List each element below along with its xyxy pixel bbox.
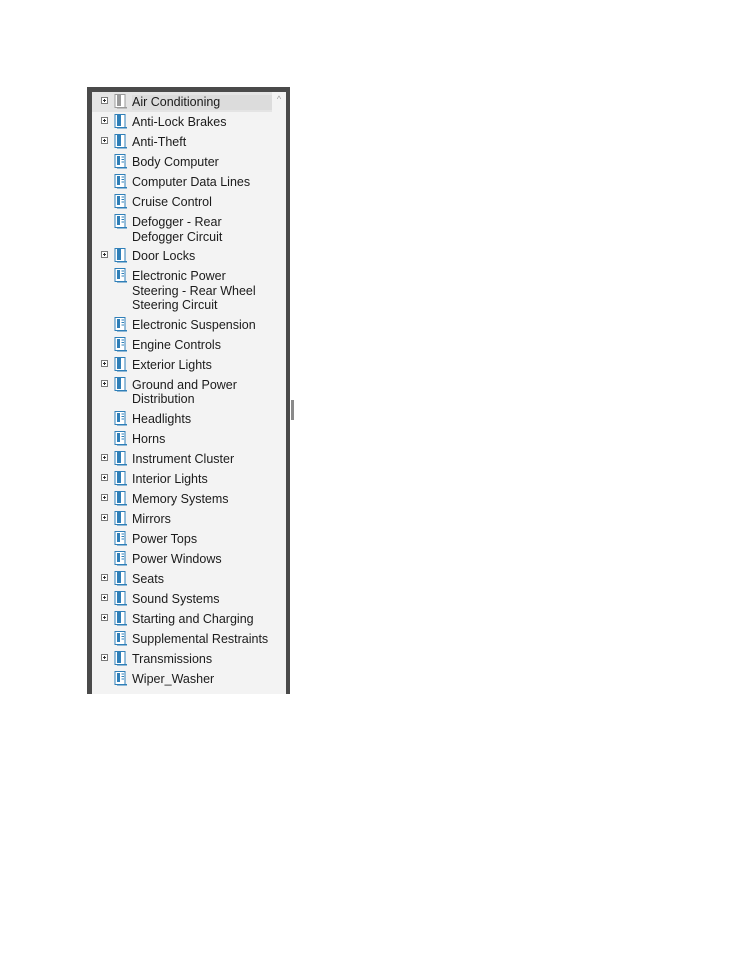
- expand-plus-icon[interactable]: [101, 614, 108, 621]
- tree-item[interactable]: [92, 335, 272, 355]
- navigation-tree-panel: [87, 87, 290, 694]
- tree-item-label[interactable]: Electronic Power Steering - Rear Wheel Steering Circuit: [132, 269, 256, 312]
- expand-plus-icon[interactable]: [101, 380, 108, 387]
- book-icon: [114, 511, 127, 526]
- tree-item-label[interactable]: Exterior Lights: [132, 357, 212, 372]
- tree-item[interactable]: [92, 192, 272, 212]
- expand-plus-icon[interactable]: [101, 654, 108, 661]
- expand-plus-icon[interactable]: [101, 594, 108, 601]
- tree-item-label[interactable]: Body Computer: [132, 155, 219, 169]
- book-icon: [114, 377, 127, 392]
- tree-item-label[interactable]: Starting and Charging: [132, 611, 254, 626]
- tree-item-label[interactable]: Door Locks: [132, 249, 196, 263]
- tree-item[interactable]: [92, 409, 272, 429]
- tree-item[interactable]: [92, 92, 272, 112]
- tree-item-label[interactable]: Ground and Power Distribution: [132, 377, 237, 406]
- tree-item[interactable]: [92, 152, 272, 172]
- expand-plus-icon[interactable]: [101, 117, 108, 124]
- document-page-icon: [114, 214, 127, 229]
- tree-item[interactable]: [92, 629, 272, 649]
- tree-item[interactable]: [92, 172, 272, 192]
- document-page-icon: [114, 154, 127, 169]
- expand-plus-icon[interactable]: [101, 251, 108, 258]
- document-page-icon: [114, 531, 127, 546]
- tree-item[interactable]: [92, 669, 272, 689]
- tree-item[interactable]: [92, 429, 272, 449]
- expand-plus-icon[interactable]: [101, 474, 108, 481]
- tree-item[interactable]: [92, 132, 272, 152]
- expand-plus-icon[interactable]: [101, 454, 108, 461]
- document-page-icon: [114, 431, 127, 446]
- tree-item[interactable]: [92, 549, 272, 569]
- tree-item[interactable]: [92, 112, 272, 132]
- tree-item[interactable]: [92, 609, 272, 629]
- document-page-icon: [114, 671, 127, 686]
- tree-item-label[interactable]: Defogger - Rear Defogger Circuit: [132, 215, 223, 244]
- document-page-icon: [114, 317, 127, 332]
- tree-item-label[interactable]: Computer Data Lines: [132, 175, 251, 189]
- vertical-scrollbar[interactable]: [272, 92, 286, 694]
- tree-item-label[interactable]: Power Windows: [132, 551, 222, 566]
- document-page-icon: [114, 337, 127, 352]
- expand-plus-icon[interactable]: [101, 137, 108, 144]
- expand-plus-icon[interactable]: [101, 574, 108, 581]
- tree-item[interactable]: [92, 589, 272, 609]
- scroll-up-arrow-icon[interactable]: ^: [276, 94, 282, 104]
- tree-item-label[interactable]: Electronic Suspension: [132, 317, 256, 332]
- tree-item[interactable]: [92, 469, 272, 489]
- expand-plus-icon[interactable]: [101, 97, 108, 104]
- tree-view: [92, 92, 286, 694]
- tree-item-label[interactable]: Memory Systems: [132, 491, 229, 506]
- tree-item-label[interactable]: Sound Systems: [132, 591, 220, 606]
- tree-item-label[interactable]: Air Conditioning: [132, 95, 272, 110]
- book-icon: [114, 451, 127, 466]
- expand-plus-icon[interactable]: [101, 360, 108, 367]
- tree-item-label[interactable]: Horns: [132, 431, 166, 446]
- tree-list: [92, 92, 272, 689]
- book-icon: [114, 471, 127, 486]
- tree-item-label[interactable]: Seats: [132, 571, 164, 586]
- tree-item[interactable]: [92, 355, 272, 375]
- tree-item-label[interactable]: Headlights: [132, 411, 192, 426]
- book-icon: [114, 651, 127, 666]
- expand-plus-icon[interactable]: [101, 514, 108, 521]
- book-icon: [114, 134, 127, 149]
- panel-resize-grip[interactable]: [291, 400, 294, 420]
- tree-item-label[interactable]: Wiper_Washer: [132, 671, 215, 686]
- document-page-icon: [114, 174, 127, 189]
- book-icon: [114, 357, 127, 372]
- book-icon: [114, 114, 127, 129]
- expand-plus-icon[interactable]: [101, 494, 108, 501]
- tree-item-label[interactable]: Interior Lights: [132, 471, 208, 486]
- tree-item[interactable]: [92, 569, 272, 589]
- document-page-icon: [114, 268, 127, 283]
- tree-item-label[interactable]: Power Tops: [132, 531, 198, 546]
- tree-item[interactable]: [92, 449, 272, 469]
- book-icon: [114, 591, 127, 606]
- tree-item[interactable]: [92, 529, 272, 549]
- book-icon: [114, 491, 127, 506]
- tree-item-label[interactable]: Cruise Control: [132, 195, 212, 209]
- tree-item-label[interactable]: Mirrors: [132, 511, 171, 526]
- book-icon: [114, 248, 127, 263]
- tree-item[interactable]: [92, 212, 272, 246]
- tree-item[interactable]: [92, 315, 272, 335]
- tree-item[interactable]: [92, 266, 272, 315]
- document-page-icon: [114, 411, 127, 426]
- document-page-icon: [114, 551, 127, 566]
- tree-item[interactable]: [92, 375, 272, 409]
- tree-item-label[interactable]: Anti-Lock Brakes: [132, 115, 227, 129]
- document-page-icon: [114, 631, 127, 646]
- tree-item[interactable]: [92, 246, 272, 266]
- tree-item-label[interactable]: Supplemental Restraints: [132, 631, 269, 646]
- tree-item-label[interactable]: Instrument Cluster: [132, 451, 235, 466]
- tree-item[interactable]: [92, 649, 272, 669]
- book-icon: [114, 611, 127, 626]
- tree-item[interactable]: [92, 489, 272, 509]
- book-icon: [114, 94, 127, 109]
- tree-item[interactable]: [92, 509, 272, 529]
- tree-item-label[interactable]: Anti-Theft: [132, 135, 187, 149]
- tree-item-label[interactable]: Engine Controls: [132, 337, 221, 352]
- document-page-icon: [114, 194, 127, 209]
- tree-item-label[interactable]: Transmissions: [132, 651, 213, 666]
- book-icon: [114, 571, 127, 586]
